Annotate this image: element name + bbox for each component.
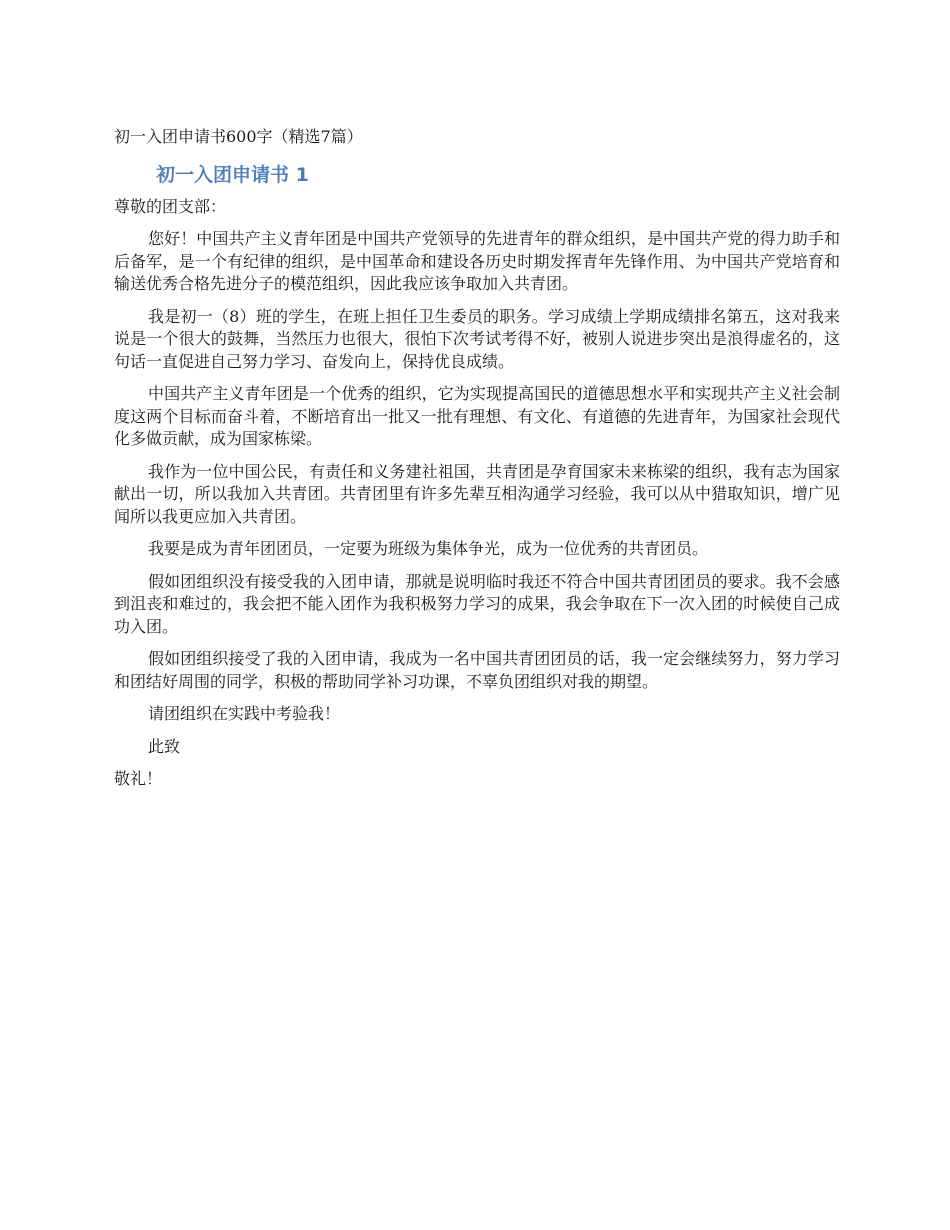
body-paragraph: 假如团组织没有接受我的入团申请，那就是说明临时我还不符合中国共青团团员的要求。我不会感到沮丧和难过的，我会把不能入团作为我积极努力学习的成果，我会争取在下一次入团的时候使自己成功入团。	[114, 571, 840, 636]
body-paragraph: 中国共产主义青年团是一个优秀的组织，它为实现提高国民的道德思想水平和实现共产主义社会制度这两个目标而奋斗着，不断培育出一批又一批有理想、有文化、有道德的先进青年，为国家社会现代化多做贡献，成为国家栋梁。	[114, 384, 840, 448]
body-paragraph: 我要是成为青年团团员，一定要为班级为集体争光，成为一位优秀的共青团员。	[148, 539, 709, 558]
document-page	[114, 126, 840, 800]
salutation: 尊敬的团支部：	[114, 197, 227, 216]
body-paragraph: 您好！中国共产主义青年团是中国共产党领导的先进青年的群众组织，是中国共产党的得力助手和后备军，是一个有纪律的组织，是中国革命和建设各历史时期发挥青年先锋作用、为中国共产党培育和输送优秀合格先进分子的模范组织，因此我应该争取加入共青团。	[114, 229, 840, 293]
closing-line: 此致	[148, 736, 181, 756]
body-paragraph: 请团组织在实践中考验我！	[148, 704, 341, 723]
closing-salute: 敬礼！	[114, 768, 163, 788]
body-paragraph: 我作为一位中国公民，有责任和义务建社祖国，共青团是孕育国家未来栋梁的组织，我有志为国家献出一切，所以我加入共青团。共青团里有许多先辈互相沟通学习经验，我可以从中猎取知识，增广见闻所以我更应加入共青团。	[114, 461, 840, 526]
body-paragraph: 我是初一（8）班的学生，在班上担任卫生委员的职务。学习成绩上学期成绩排名第五，这对我来说是一个很大的鼓舞，当然压力也很大，很怕下次考试考得不好，被别人说进步突出是浪得虚名的，这句话一直促进自己努力学习、奋发向上，保持优良成绩。	[114, 306, 840, 371]
body-paragraph: 假如团组织接受了我的入团申请，我成为一名中国共青团团员的话，我一定会继续努力，努力学习和团结好周围的同学，积极的帮助同学补习功课，不辜负团组织对我的期望。	[114, 649, 840, 691]
section-heading: 初一入团申请书 1	[156, 164, 309, 186]
document-title: 初一入团申请书600字（精选7篇）	[114, 127, 363, 146]
